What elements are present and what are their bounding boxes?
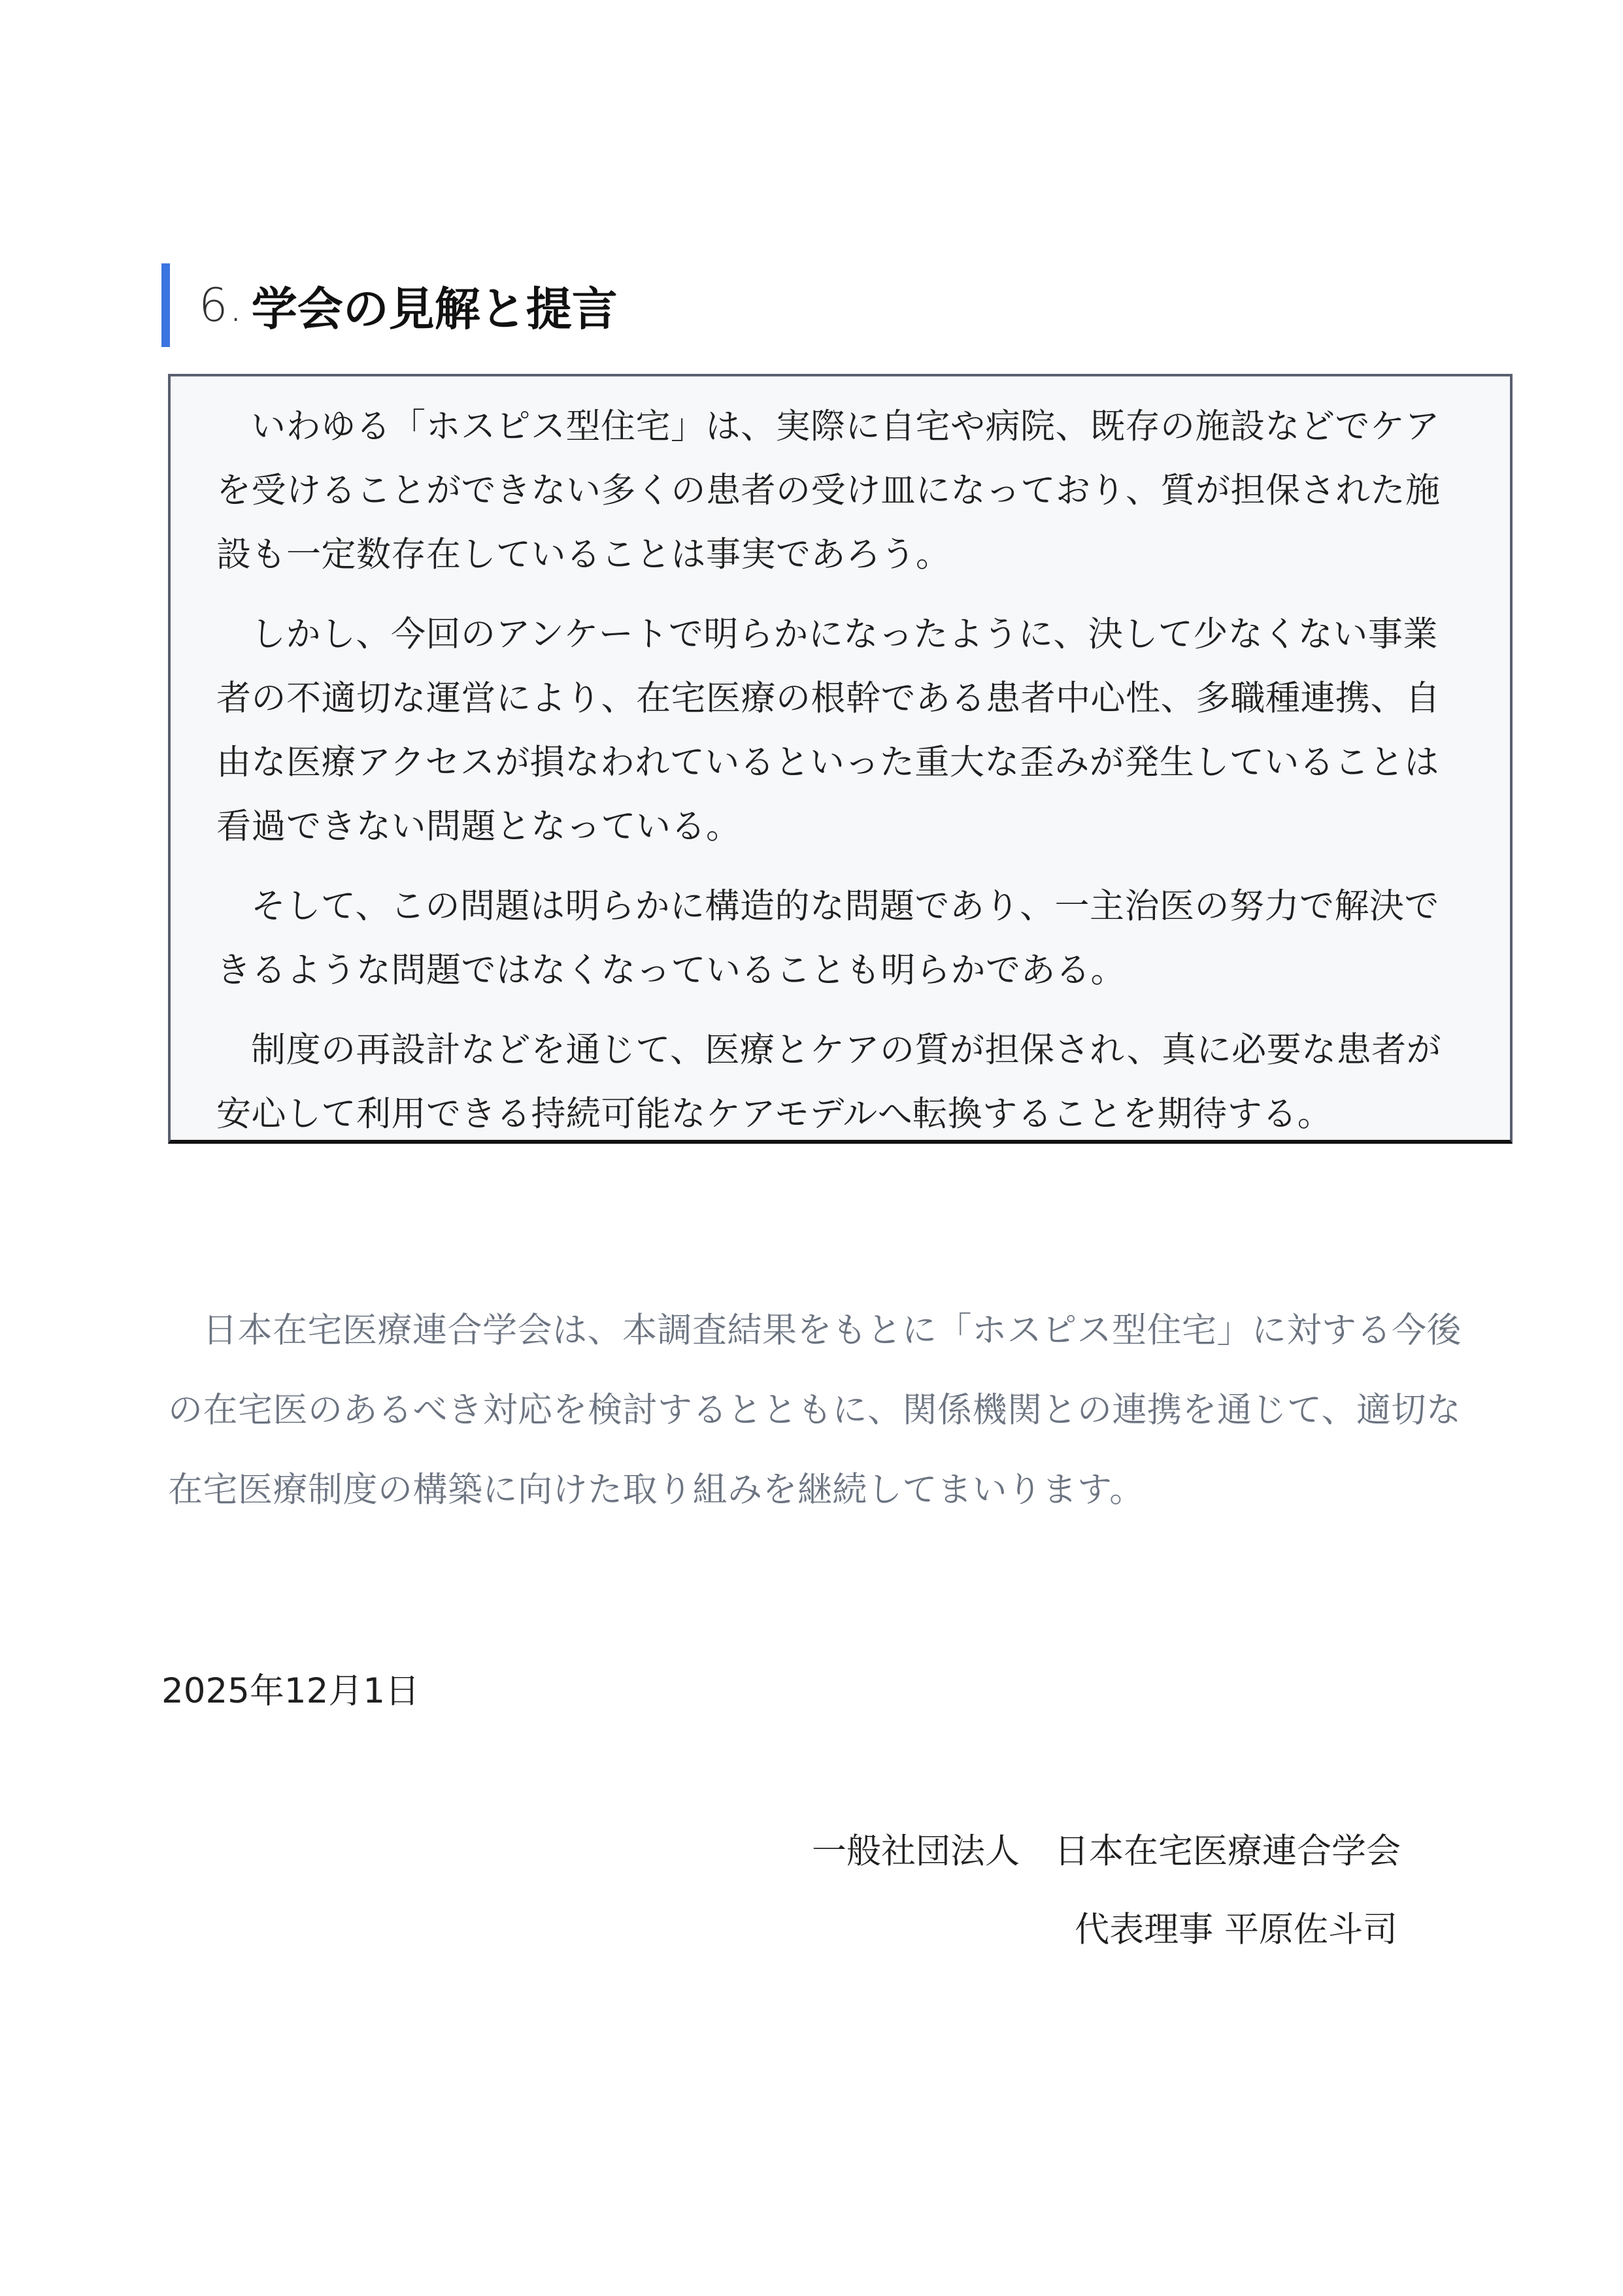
proposal-paragraph-4: 制度の再設計などを通じて、医療とケアの質が担保され、真に必要な患者が安心して利用できる持続可能なケアモデルへ転換することを期待する。 <box>216 1030 1442 1134</box>
signature-organization: 一般社団法人 日本在宅医療連合学会 <box>812 1831 1401 1871</box>
signature-representative: 代表理事 平原佐斗司 <box>1075 1910 1397 1950</box>
document-date: 2025年12月1日 <box>161 1671 420 1711</box>
proposal-paragraph-2: しかし、今回のアンケートで明らかになったように、決して少なくない事業者の不適切な運営により、在宅医療の根幹である患者中心性、多職種連携、自由な医療アクセスが損なわれているといった重大な歪みが発生していることは看過できない問題となっている。 <box>216 614 1441 846</box>
section-heading <box>161 263 618 347</box>
heading-accent-bar <box>161 263 170 347</box>
proposal-paragraph-3: そして、この問題は明らかに構造的な問題であり、一主治医の努力で解決できるような問題ではなくなっていることも明らかである。 <box>216 886 1439 990</box>
proposal-box <box>168 374 1513 1144</box>
followup-paragraph: 日本在宅医療連合学会は、本調査結果をもとに「ホスピス型住宅」に対する今後の在宅医のあるべき対応を検討するとともに、関係機関との連携を通じて、適切な在宅医療制度の構築に向けた取り組みを継続してまいります。 <box>168 1310 1462 1510</box>
proposal-paragraph-1: いわゆる「ホスピス型住宅」は、実際に自宅や病院、既存の施設などでケアを受けることができない多くの患者の受け皿になっており、質が担保された施設も一定数存在していることは事実であろう。 <box>216 407 1441 574</box>
section-title: 学会の見解と提言 <box>251 282 618 336</box>
section-number: 6. <box>199 278 244 332</box>
